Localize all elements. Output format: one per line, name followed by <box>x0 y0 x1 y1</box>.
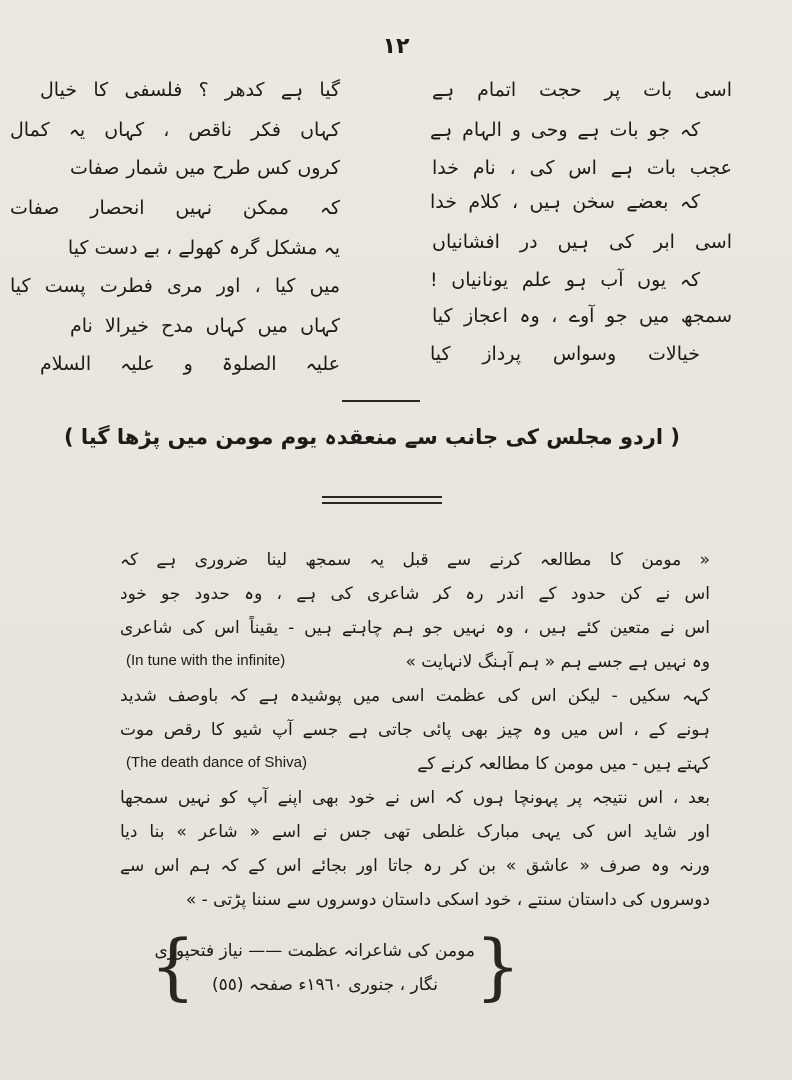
page-number: ١٢ <box>382 34 410 59</box>
english-phrase: (In tune with the infinite) <box>126 652 286 669</box>
poem-line: یہ مشکل گرہ کھولے ، بے دست کیا <box>67 237 340 259</box>
poem-line: سمجھ میں جو آوے ، وہ اعجاز کیا <box>432 305 732 327</box>
poem-line: کروں کس طرح میں شمار صفات <box>70 157 340 179</box>
poem-line: کہاں میں کہاں مدح خیرالا نام <box>70 315 340 337</box>
prose-line: بعد ، اس نتیجہ پر پہونچا ہوں کہ اس نے خود بھی اپنے آپ کو نہیں سمجھا <box>120 788 710 808</box>
poem-line: اسی ابر کی ہیں در افشانیاں <box>432 231 732 253</box>
prose-line: اس نے کن حدود کے اندر رہ کر شاعری کی ہے ، وہ حدود جو خود <box>120 584 710 604</box>
poem-line: کہاں فکر ناقص ، کہاں یہ کمال <box>10 119 340 141</box>
citation-author: مومن کی شاعرانہ عظمت —— نیاز فتحپوری <box>154 941 475 961</box>
double-rule-bottom <box>322 502 442 504</box>
prose-line: ورنہ وہ صرف « عاشق » بن کر رہ جاتا اور بجائے اس کے کہ ہم اس سے <box>120 856 710 876</box>
left-brace: { <box>150 924 196 1008</box>
poem-line: میں کیا ، اور مری فطرت پست کیا <box>10 275 340 297</box>
poem-line: کہ بعضے سخن ہیں ، کلام خدا <box>430 191 700 213</box>
double-rule-top <box>322 496 442 498</box>
prose-line: « مومن کا مطالعہ کرنے سے قبل یہ سمجھ لینا ضروری ہے کہ <box>120 550 710 570</box>
citation-source: نگار ، جنوری ١٩٦٠ء صفحہ (٥٥) <box>212 975 438 995</box>
poem-line: کہ یوں آب ہو علم یونانیاں ! <box>430 269 700 291</box>
prose-line: ہونے کے ، اس میں وہ چیز بھی پائی جاتی ہے جسے آپ شیو کا رقص موت <box>120 720 710 740</box>
poem-line: گیا ہے کدھر ؟ فلسفی کا خیال <box>40 79 340 101</box>
poem-line: عجب بات ہے اس کی ، نام خدا <box>432 157 732 179</box>
prose-line: کہہ سکیں - لیکن اس کی عظمت اسی میں پوشیدہ ہے کہ باوصف شدید <box>120 686 710 706</box>
right-brace: } <box>475 924 521 1008</box>
poem-line: علیہ الصلوۃ و علیہ السلام <box>40 353 340 375</box>
section-heading: ( اردو مجلس کی جانب سے منعقدہ یوم مومن میں پڑھا گیا ) <box>63 425 680 449</box>
prose-line: کہتے ہیں - میں مومن کا مطالعہ کرنے کے <box>417 754 710 774</box>
citation-block <box>150 924 521 1010</box>
prose-line: دوسروں کی داستان سنتے ، خود اسکی داستان دوسروں سے سننا پڑتی - » <box>185 890 710 910</box>
poem-line: کہ جو بات ہے وحی و الہام ہے <box>430 119 700 141</box>
english-phrase: (The death dance of Shiva) <box>126 754 307 771</box>
poem-line: خیالات وسواس پرداز کیا <box>430 343 700 365</box>
poem-line: کہ ممکن نہیں انحصار صفات <box>10 197 340 219</box>
prose-line: وہ نہیں ہے جسے ہم « ہم آہنگ لانہایت » <box>405 652 710 672</box>
separator-rule <box>342 400 420 402</box>
prose-line: اس نے متعین کئے ہیں ، وہ نہیں جو ہم چاہتے ہیں - یقیناً اس کی شاعری <box>120 618 710 638</box>
poem-line: اسی بات پر حجت اتمام ہے <box>432 79 732 101</box>
prose-line: اور شاید اس کی یہی مبارک غلطی تھی جس نے اسے « شاعر » بنا دیا <box>120 822 710 842</box>
